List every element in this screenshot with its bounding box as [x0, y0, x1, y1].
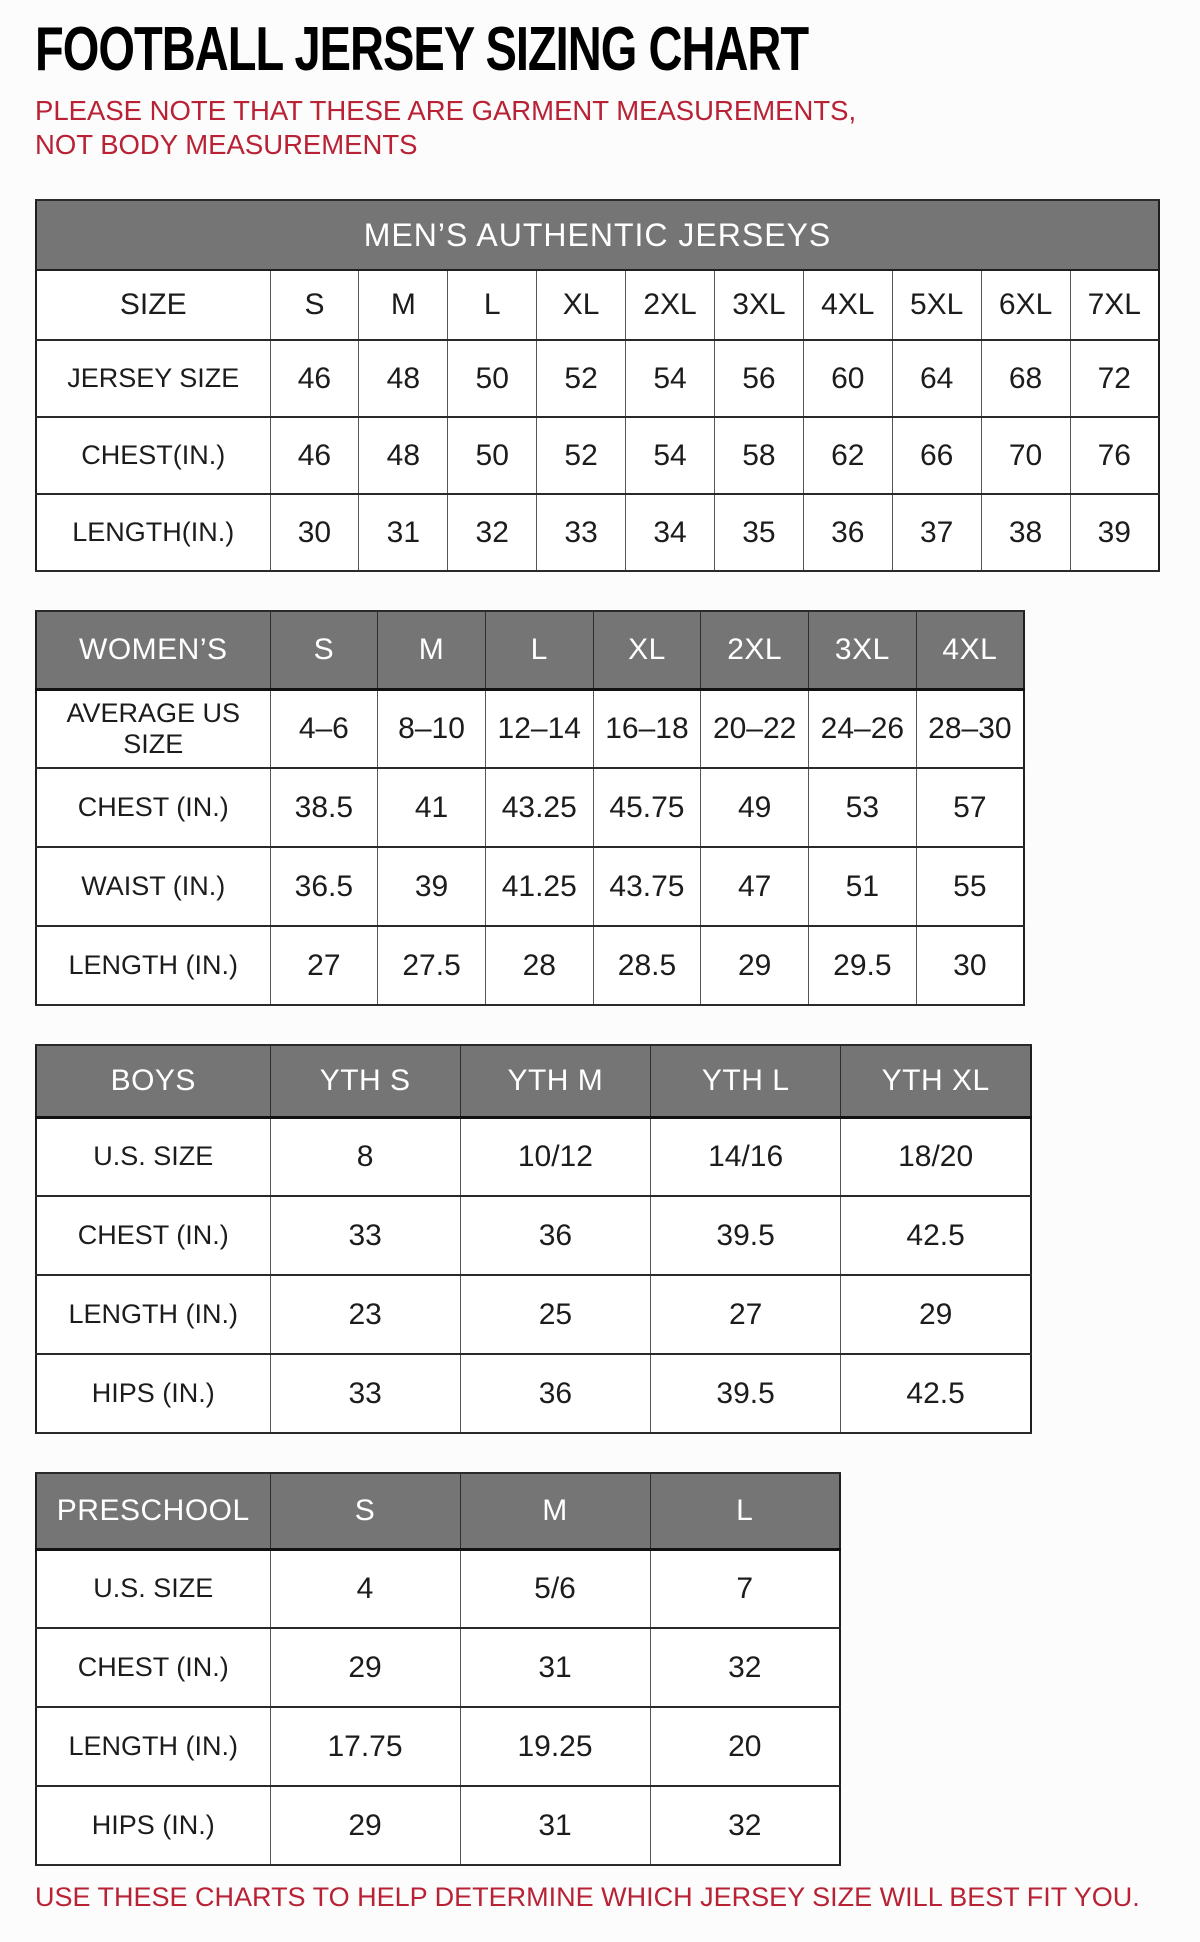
preschool-table-row [36, 1707, 840, 1786]
preschool-column-header: S [270, 1473, 460, 1549]
mens-table-row [36, 270, 1159, 340]
womens-value-cell: 49 [701, 768, 809, 847]
mens-value-cell: 35 [714, 494, 803, 571]
boys-value-cell: 39.5 [651, 1196, 841, 1275]
mens-value-cell: 48 [359, 340, 448, 417]
womens-value-cell: 38.5 [270, 768, 378, 847]
womens-value-cell: 30 [916, 926, 1024, 1005]
preschool-value-cell: 19.25 [460, 1707, 650, 1786]
boys-table-row [36, 1354, 1031, 1433]
womens-value-cell: 43.75 [593, 847, 701, 926]
womens-value-cell: 43.25 [485, 768, 593, 847]
mens-table-title: MEN’S AUTHENTIC JERSEYS [36, 200, 1159, 270]
womens-row-label: LENGTH (IN.) [36, 926, 270, 1005]
womens-value-cell: 29.5 [809, 926, 917, 1005]
mens-row-label: JERSEY SIZE [36, 340, 270, 417]
preschool-table-row [36, 1628, 840, 1707]
mens-value-cell: 68 [981, 340, 1070, 417]
womens-value-cell: 39 [378, 847, 486, 926]
mens-value-cell: 56 [714, 340, 803, 417]
womens-table-row [36, 926, 1024, 1005]
boys-value-cell: 42.5 [841, 1354, 1031, 1433]
womens-value-cell: 36.5 [270, 847, 378, 926]
boys-row-label: U.S. SIZE [36, 1117, 270, 1196]
mens-value-cell: 64 [892, 340, 981, 417]
preschool-value-cell: 32 [650, 1628, 840, 1707]
mens-value-cell: M [359, 270, 448, 340]
boys-value-cell: 36 [460, 1354, 650, 1433]
boys-column-header: YTH M [460, 1045, 650, 1117]
womens-column-header: 2XL [701, 611, 809, 689]
preschool-value-cell: 29 [270, 1628, 460, 1707]
boys-jerseys-table [35, 1044, 1032, 1434]
mens-value-cell: 31 [359, 494, 448, 571]
boys-group-label: BOYS [36, 1045, 270, 1117]
mens-value-cell: 72 [1070, 340, 1159, 417]
mens-value-cell: 76 [1070, 417, 1159, 494]
mens-value-cell: 58 [714, 417, 803, 494]
boys-value-cell: 36 [460, 1196, 650, 1275]
womens-group-label: WOMEN’S [36, 611, 270, 689]
womens-column-header: L [485, 611, 593, 689]
mens-value-cell: 37 [892, 494, 981, 571]
boys-column-header: YTH XL [841, 1045, 1031, 1117]
womens-value-cell: 27.5 [378, 926, 486, 1005]
mens-value-cell: 3XL [714, 270, 803, 340]
mens-value-cell: XL [537, 270, 626, 340]
preschool-column-header: M [460, 1473, 650, 1549]
footer-note: USE THESE CHARTS TO HELP DETERMINE WHICH JERSEY SIZE WILL BEST FIT YOU. [35, 1882, 1140, 1913]
preschool-column-header: L [650, 1473, 840, 1549]
womens-table-row [36, 768, 1024, 847]
boys-row-label: LENGTH (IN.) [36, 1275, 270, 1354]
womens-value-cell: 20–22 [701, 689, 809, 768]
preschool-table-row [36, 1786, 840, 1865]
boys-value-cell: 39.5 [651, 1354, 841, 1433]
womens-value-cell: 12–14 [485, 689, 593, 768]
preschool-value-cell: 31 [460, 1786, 650, 1865]
mens-value-cell: 52 [537, 417, 626, 494]
womens-value-cell: 57 [916, 768, 1024, 847]
womens-row-label: AVERAGE US SIZE [36, 689, 270, 768]
mens-value-cell: 54 [626, 417, 715, 494]
mens-table-row [36, 417, 1159, 494]
mens-value-cell: 38 [981, 494, 1070, 571]
boys-row-label: CHEST (IN.) [36, 1196, 270, 1275]
womens-column-header: 3XL [809, 611, 917, 689]
page-title [35, 14, 1200, 85]
womens-value-cell: 27 [270, 926, 378, 1005]
womens-value-cell: 51 [809, 847, 917, 926]
boys-table-row [36, 1196, 1031, 1275]
boys-value-cell: 23 [270, 1275, 460, 1354]
mens-value-cell: 62 [803, 417, 892, 494]
mens-table-banner-row [36, 200, 1159, 270]
mens-value-cell: 33 [537, 494, 626, 571]
boys-value-cell: 27 [651, 1275, 841, 1354]
mens-value-cell: 54 [626, 340, 715, 417]
womens-table-row [36, 847, 1024, 926]
womens-value-cell: 55 [916, 847, 1024, 926]
mens-value-cell: 60 [803, 340, 892, 417]
mens-value-cell: 7XL [1070, 270, 1159, 340]
mens-row-label: CHEST(IN.) [36, 417, 270, 494]
mens-value-cell: 46 [270, 417, 359, 494]
boys-value-cell: 25 [460, 1275, 650, 1354]
mens-value-cell: 30 [270, 494, 359, 571]
mens-value-cell: 48 [359, 417, 448, 494]
mens-value-cell: S [270, 270, 359, 340]
mens-value-cell: 34 [626, 494, 715, 571]
womens-value-cell: 24–26 [809, 689, 917, 768]
womens-value-cell: 16–18 [593, 689, 701, 768]
boys-value-cell: 42.5 [841, 1196, 1031, 1275]
mens-value-cell: 70 [981, 417, 1070, 494]
preschool-table-row [36, 1549, 840, 1628]
preschool-value-cell: 31 [460, 1628, 650, 1707]
mens-value-cell: 2XL [626, 270, 715, 340]
mens-row-label: SIZE [36, 270, 270, 340]
womens-value-cell: 28–30 [916, 689, 1024, 768]
boys-column-header: YTH S [270, 1045, 460, 1117]
preschool-value-cell: 20 [650, 1707, 840, 1786]
preschool-row-label: HIPS (IN.) [36, 1786, 270, 1865]
page-title-text: FOOTBALL JERSEY SIZING CHART [35, 15, 809, 85]
womens-header-row [36, 611, 1024, 689]
mens-value-cell: 36 [803, 494, 892, 571]
womens-row-label: CHEST (IN.) [36, 768, 270, 847]
mens-table-row [36, 340, 1159, 417]
preschool-header-row [36, 1473, 840, 1549]
preschool-value-cell: 32 [650, 1786, 840, 1865]
preschool-value-cell: 17.75 [270, 1707, 460, 1786]
mens-value-cell: 50 [448, 340, 537, 417]
womens-value-cell: 41 [378, 768, 486, 847]
mens-value-cell: L [448, 270, 537, 340]
womens-value-cell: 4–6 [270, 689, 378, 768]
womens-column-header: M [378, 611, 486, 689]
boys-header-row [36, 1045, 1031, 1117]
boys-value-cell: 29 [841, 1275, 1031, 1354]
boys-table-row [36, 1117, 1031, 1196]
preschool-value-cell: 5/6 [460, 1549, 650, 1628]
preschool-value-cell: 29 [270, 1786, 460, 1865]
womens-column-header: S [270, 611, 378, 689]
boys-value-cell: 10/12 [460, 1117, 650, 1196]
mens-authentic-jerseys-table [35, 199, 1160, 572]
mens-value-cell: 6XL [981, 270, 1070, 340]
womens-value-cell: 45.75 [593, 768, 701, 847]
womens-jerseys-table [35, 610, 1025, 1006]
womens-value-cell: 53 [809, 768, 917, 847]
womens-value-cell: 28.5 [593, 926, 701, 1005]
preschool-value-cell: 4 [270, 1549, 460, 1628]
womens-value-cell: 47 [701, 847, 809, 926]
preschool-group-label: PRESCHOOL [36, 1473, 270, 1549]
mens-value-cell: 39 [1070, 494, 1159, 571]
boys-value-cell: 33 [270, 1354, 460, 1433]
womens-row-label: WAIST (IN.) [36, 847, 270, 926]
mens-value-cell: 50 [448, 417, 537, 494]
preschool-row-label: U.S. SIZE [36, 1549, 270, 1628]
boys-column-header: YTH L [651, 1045, 841, 1117]
boys-value-cell: 8 [270, 1117, 460, 1196]
womens-value-cell: 8–10 [378, 689, 486, 768]
preschool-jerseys-table [35, 1472, 841, 1866]
womens-column-header: XL [593, 611, 701, 689]
garment-measurement-note: PLEASE NOTE THAT THESE ARE GARMENT MEASUREMENTS, NOT BODY MEASUREMENTS [35, 95, 857, 160]
boys-table-row [36, 1275, 1031, 1354]
mens-value-cell: 5XL [892, 270, 981, 340]
womens-column-header: 4XL [916, 611, 1024, 689]
preschool-value-cell: 7 [650, 1549, 840, 1628]
womens-value-cell: 29 [701, 926, 809, 1005]
boys-row-label: HIPS (IN.) [36, 1354, 270, 1433]
mens-value-cell: 32 [448, 494, 537, 571]
womens-table-row [36, 689, 1024, 768]
boys-value-cell: 33 [270, 1196, 460, 1275]
womens-value-cell: 28 [485, 926, 593, 1005]
boys-value-cell: 14/16 [651, 1117, 841, 1196]
womens-value-cell: 41.25 [485, 847, 593, 926]
preschool-row-label: LENGTH (IN.) [36, 1707, 270, 1786]
mens-value-cell: 52 [537, 340, 626, 417]
mens-value-cell: 4XL [803, 270, 892, 340]
mens-row-label: LENGTH(IN.) [36, 494, 270, 571]
mens-table-row [36, 494, 1159, 571]
boys-value-cell: 18/20 [841, 1117, 1031, 1196]
mens-value-cell: 66 [892, 417, 981, 494]
preschool-row-label: CHEST (IN.) [36, 1628, 270, 1707]
mens-value-cell: 46 [270, 340, 359, 417]
